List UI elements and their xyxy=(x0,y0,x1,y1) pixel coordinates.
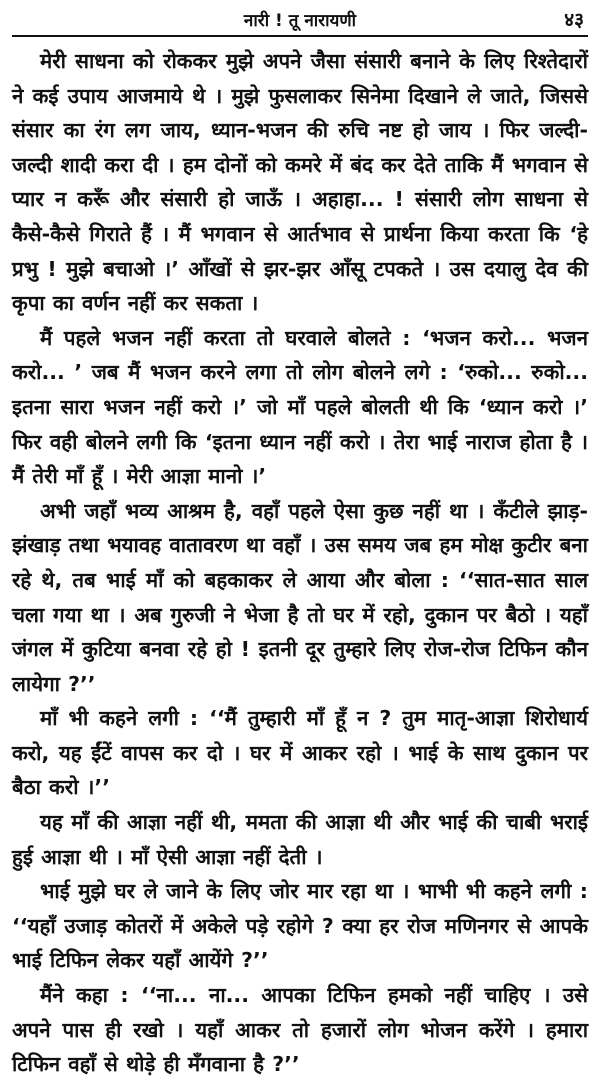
page-header xyxy=(12,0,588,38)
paragraph-3: अभी जहाँ भव्य आश्रम है, वहाँ पहले ऐसा कुछ नहीं था । कँटीले झाड़-झंखाड़ तथा भयावह वातावरण था वहाँ । उस समय जब हम मोक्ष कुटीर बना रहे थे, तब भाई माँ को बहकाकर ले आया और बोला : ‘‘सात-सात साल चला गया था । अब गुरुजी ने भेजा है तो घर में रहो, दुकान पर बैठो । यहाँ जंगल में कुटिया बनवा रहे हो ! इतनी दूर तुम्हारे लिए रोज-रोज टिफिन कौन लायेगा ?’’ xyxy=(12,498,588,696)
paragraph-2: मैं पहले भजन नहीं करता तो घरवाले बोलते : ‘भजन करो... भजन करो... ’ जब मैं भजन करने लगा तो लोग बोलने लगे : ‘रुको... रुको... इतना सारा भजन नहीं करो ।’ जो माँ पहले बोलती थी कि ‘ध्यान करो ।’ फिर वही बोलने लगी कि ‘इतना ध्यान नहीं करो । तेरा भाई नाराज होता है । मैं तेरी माँ हूँ । मेरी आज्ञा मानो ।’ xyxy=(12,325,588,489)
page-number: ४३ xyxy=(564,9,584,31)
chapter-title: नारी ! तू नारायणी xyxy=(243,11,357,31)
book-page xyxy=(12,0,588,1077)
paragraph-7: मैंने कहा : ‘‘ना... ना... आपका टिफिन हमको नहीं चाहिए । उसे अपने पास ही रखो । यहाँ आकर तो हजारों लोग भोजन करेंगे । हमारा टिफिन वहाँ से थोड़े ही मँगवाना है ?’’ xyxy=(12,983,588,1077)
paragraph-4: माँ भी कहने लगी : ‘‘मैं तुम्हारी माँ हूँ न ? तुम मातृ-आज्ञा शिरोधार्य करो, यह ईंटें वापस कर दो । घर में आकर रहो । भाई के साथ दुकान पर बैठा करो ।’’ xyxy=(12,706,588,800)
body-text xyxy=(12,44,588,1082)
paragraph-6: भाई मुझे घर ले जाने के लिए जोर मार रहा था । भाभी भी कहने लगी : ‘‘यहाँ उजाड़ कोतरों में अकेले पड़े रहोगे ? क्या हर रोज मणिनगर से आपके भाई टिफिन लेकर यहाँ आयेंगे ?’’ xyxy=(12,879,588,973)
paragraph-1: मेरी साधना को रोककर मुझे अपने जैसा संसारी बनाने के लिए रिश्तेदारों ने कई उपाय आजमाये थे । मुझे फुसलाकर सिनेमा दिखाने ले जाते, जिससे संसार का रंग लग जाय, ध्यान-भजन की रुचि नष्ट हो जाय । फिर जल्दी-जल्दी शादी करा दी । हम दोनों को कमरे में बंद कर देते ताकि मैं भगवान से प्यार न करूँ और संसारी हो जाऊँ । अहाहा... ! संसारी लोग साधना से कैसे-कैसे गिराते हैं । मैं भगवान से आर्तभाव से प्रार्थना किया करता कि ‘हे प्रभु ! मुझे बचाओ ।’ आँखों से झर-झर आँसू टपकते । उस दयालु देव की कृपा का वर्णन नहीं कर सकता । xyxy=(12,49,588,316)
paragraph-5: यह माँ की आज्ञा नहीं थी, ममता की आज्ञा थी और भाई की चाबी भराई हुई आज्ञा थी । माँ ऐसी आज्ञा नहीं देती । xyxy=(12,810,588,869)
header-divider xyxy=(12,35,588,37)
